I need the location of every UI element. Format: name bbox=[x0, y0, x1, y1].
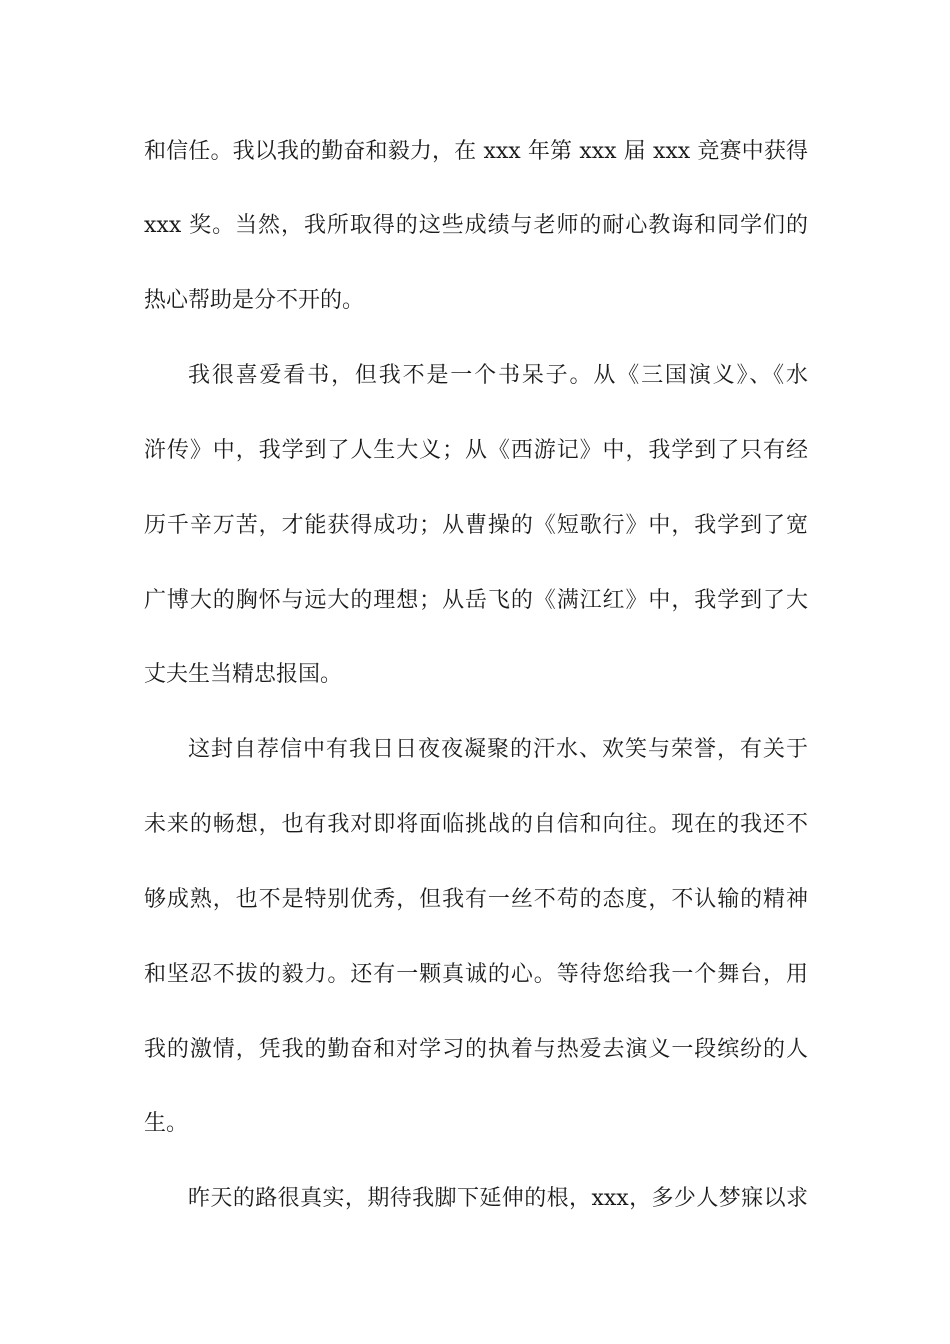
text-line-6: 历千辛万苦，才能获得成功；从曹操的《短歌行》中，我学到了宽 bbox=[144, 513, 808, 538]
text-line-3: 热心帮助是分不开的。 bbox=[144, 288, 365, 313]
text-line-7: 广博大的胸怀与远大的理想；从岳飞的《满江红》中，我学到了大 bbox=[144, 588, 808, 613]
text-line-5: 浒传》中，我学到了人生大义；从《西游记》中，我学到了只有经 bbox=[144, 438, 808, 463]
text-line-14: 生。 bbox=[144, 1111, 189, 1136]
text-line-11: 够成熟，也不是特别优秀，但我有一丝不苟的态度，不认输的精神 bbox=[144, 887, 808, 912]
text-line-15: 昨天的路很真实，期待我脚下延伸的根，xxx，多少人梦寐以求 bbox=[188, 1186, 808, 1211]
text-line-1: 和信任。我以我的勤奋和毅力，在 xxx 年第 xxx 届 xxx 竞赛中获得 bbox=[144, 139, 808, 164]
text-line-10: 未来的畅想，也有我对即将面临挑战的自信和向往。现在的我还不 bbox=[144, 812, 808, 837]
text-line-8: 丈夫生当精忠报国。 bbox=[144, 662, 343, 687]
text-line-12: 和坚忍不拔的毅力。还有一颗真诚的心。等待您给我一个舞台，用 bbox=[144, 962, 808, 987]
text-line-13: 我的激情，凭我的勤奋和对学习的执着与热爱去演义一段缤纷的人 bbox=[144, 1037, 808, 1062]
text-line-4: 我很喜爱看书，但我不是一个书呆子。从《三国演义》、《水 bbox=[188, 363, 808, 388]
text-line-9: 这封自荐信中有我日日夜夜凝聚的汗水、欢笑与荣誉，有关于 bbox=[188, 737, 808, 762]
text-line-2: xxx 奖。当然，我所取得的这些成绩与老师的耐心教诲和同学们的 bbox=[144, 213, 808, 238]
